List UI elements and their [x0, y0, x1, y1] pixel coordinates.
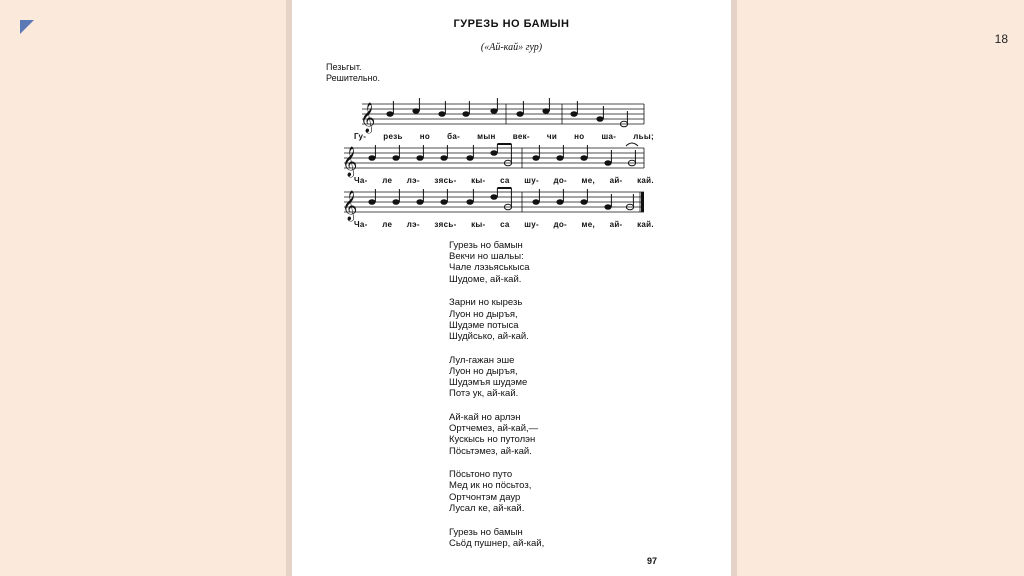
- song-subtitle: («Ай-кай» гур): [480, 42, 543, 53]
- verse-line: Зарни но кырезь: [449, 297, 523, 309]
- corner-triangle-icon: [20, 20, 34, 34]
- verse-line: Мед ик но пöсьтоз,: [449, 480, 532, 492]
- verse-line: Векчи но шальы:: [449, 251, 524, 263]
- verse-line: Лул-гажан эше: [449, 354, 515, 366]
- svg-text:𝄞: 𝄞: [342, 147, 358, 177]
- verse-line: Чале лэзьяськыса: [449, 262, 530, 274]
- verse-line: Шудоме, ай-кай.: [449, 273, 522, 285]
- stanza: [449, 469, 544, 514]
- stanza: [449, 412, 544, 457]
- verse-line: Гурезь но бамын: [449, 526, 523, 538]
- tempo-marking: [326, 62, 380, 84]
- verse-line: Ортчонтэм даур: [449, 491, 521, 503]
- page-number: 97: [647, 556, 658, 566]
- verse-line: Шудэме потыса: [449, 319, 519, 331]
- verse-line: Ай-кай но арлэн: [449, 411, 521, 423]
- slide-number: 18: [994, 32, 1008, 46]
- svg-text:𝄞: 𝄞: [360, 103, 376, 133]
- tempo-line: Решительно.: [326, 73, 381, 83]
- stanza: [449, 355, 544, 400]
- verse-line: Кускысь но путолэн: [449, 434, 536, 446]
- stanza: [449, 527, 544, 549]
- song-title: ГУРЕЗЬ НО БАМЫН: [453, 18, 570, 30]
- verse-line: Гурезь но бамын: [449, 240, 523, 251]
- tempo-line: Пезьгыт.: [326, 62, 362, 72]
- page-shadow: [731, 0, 737, 576]
- book-page: [292, 0, 731, 576]
- verse-line: Шудйсько, ай-кай.: [449, 330, 529, 342]
- svg-text:𝄞: 𝄞: [342, 191, 358, 221]
- verse-line: Луон но дыръя,: [449, 365, 518, 377]
- lyric-line-2: Ча- ле лэ- зясь- кы- са шу- до- ме, ай- кай.: [354, 176, 654, 185]
- verse-line: Сьöд пушнер, ай-кай,: [449, 537, 545, 549]
- lyric-line-3: Ча- ле лэ- зясь- кы- са шу- до- ме, ай- кай.: [354, 220, 654, 229]
- verses: [449, 240, 544, 561]
- verse-line: Шудэмъя шудэме: [449, 377, 528, 389]
- verse-line: Луон но дыръя,: [449, 308, 518, 320]
- stanza: [449, 297, 544, 342]
- verse-line: Потэ ук, ай-кай.: [449, 388, 519, 400]
- verse-line: Пöсьтэмез, ай-кай.: [449, 445, 532, 457]
- verse-line: Пöсьтоно путо: [449, 469, 513, 481]
- verse-line: Ортчемез, ай-кай,—: [449, 423, 539, 435]
- stanza: [449, 240, 544, 285]
- verse-line: Лусал ке, ай-кай.: [449, 502, 525, 514]
- lyric-line-1: Гу- резь но ба- мын век- чи но ша- льы;: [354, 132, 654, 141]
